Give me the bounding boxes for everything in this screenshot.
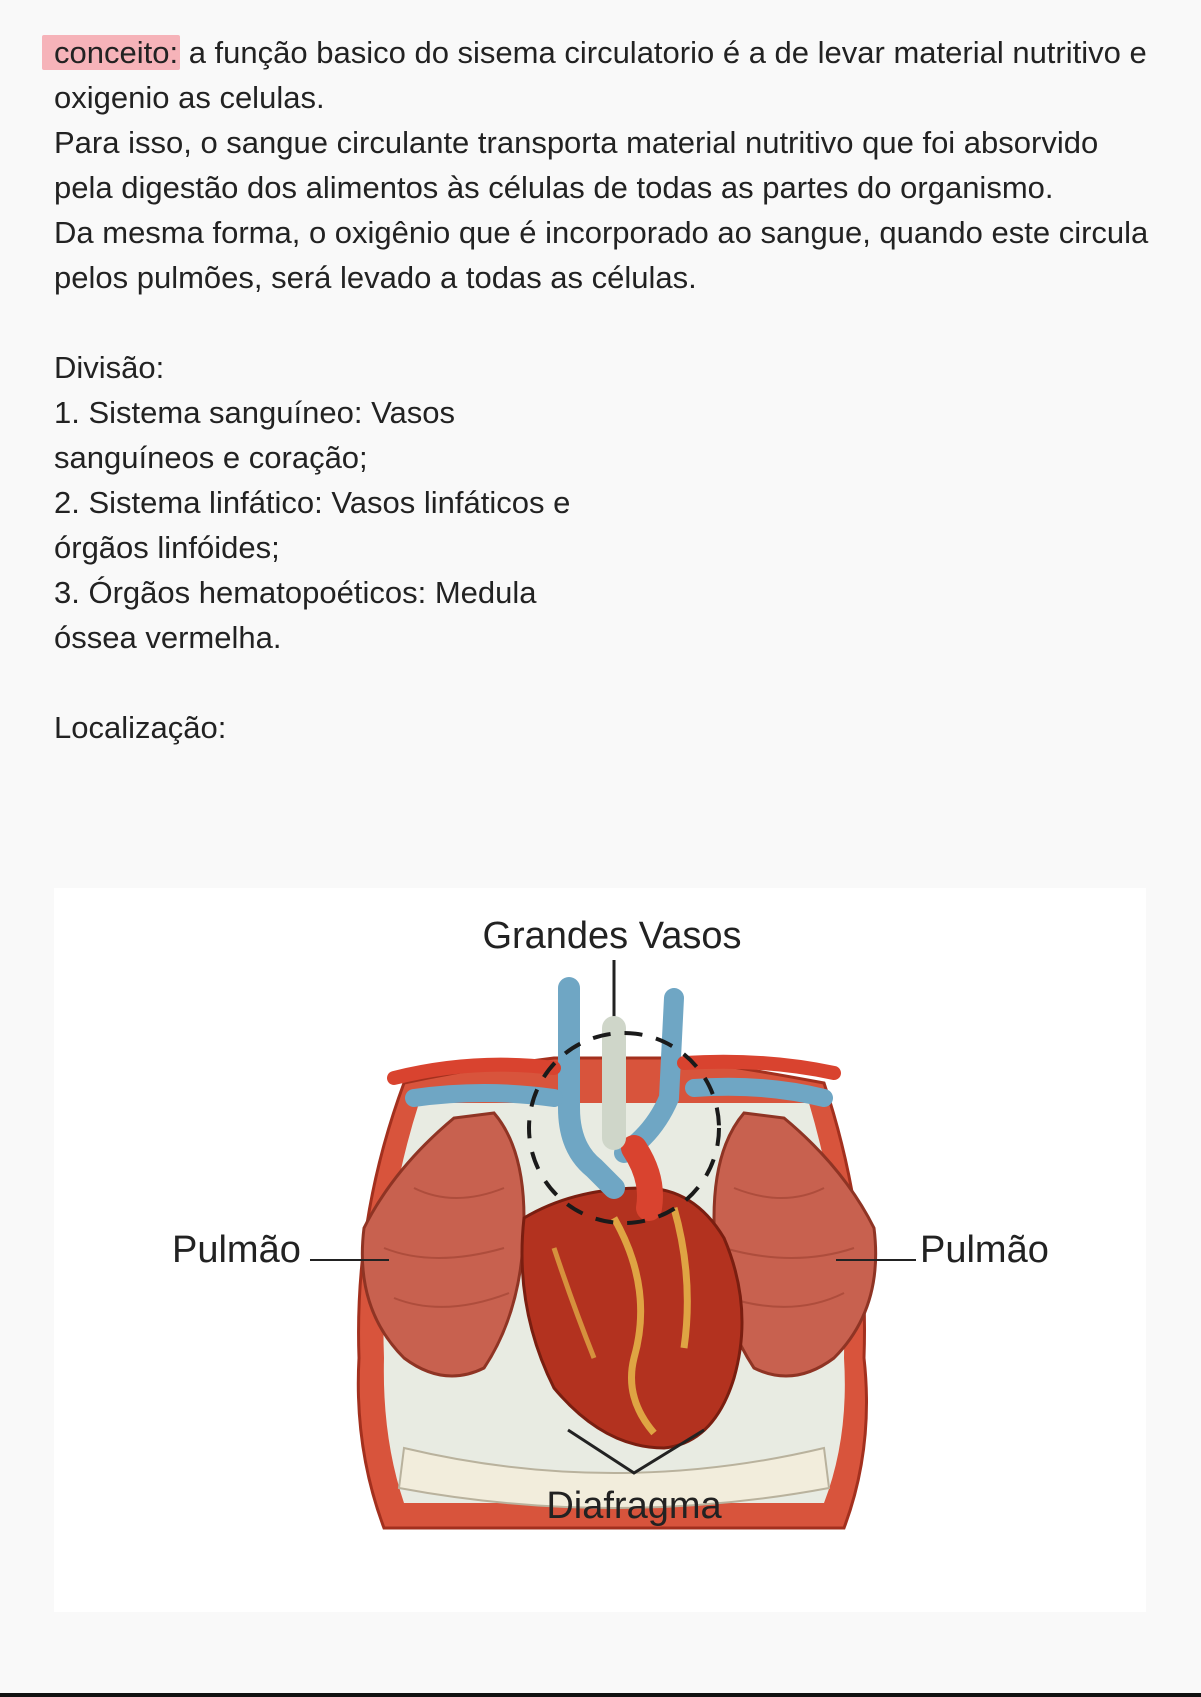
division-item-3-line1: 3. Órgãos hematopoéticos: Medula	[54, 575, 537, 610]
bottom-edge	[0, 1693, 1201, 1697]
division-item-2-line1: 2. Sistema linfático: Vasos linfáticos e	[54, 485, 571, 520]
concept-text: a função basico do sisema circulatorio é a de levar material nutritivo e oxigenio as celulas.	[54, 35, 1147, 115]
concept-label-highlight: conceito:	[42, 35, 180, 70]
label-diaphragm: Diafragma	[546, 1485, 722, 1527]
division-item-1-line1: 1. Sistema sanguíneo: Vasos	[54, 395, 455, 430]
label-lung-left: Pulmão	[172, 1229, 301, 1271]
label-lung-right: Pulmão	[920, 1229, 1049, 1271]
division-heading: Divisão:	[54, 350, 165, 385]
division-item-1-line2: sanguíneos e coração;	[54, 440, 368, 475]
location-heading: Localização:	[54, 710, 227, 745]
division-item-2-line2: órgãos linfóides;	[54, 530, 280, 565]
note-body	[54, 30, 1164, 750]
division-item-3-line2: óssea vermelha.	[54, 620, 282, 655]
concept-paragraph-3: Da mesma forma, o oxigênio que é incorporado ao sangue, quando este circula pelos pulmões, será levado a todas as células.	[54, 215, 1149, 295]
concept-paragraph-2: Para isso, o sangue circulante transporta material nutritivo que foi absorvido pela digestão dos alimentos às células de todas as partes do organismo.	[54, 125, 1099, 205]
thorax-illustration	[54, 888, 1146, 1612]
concept-paragraph	[54, 30, 1164, 120]
label-great-vessels: Grandes Vasos	[482, 915, 742, 957]
anatomy-figure	[54, 888, 1146, 1612]
